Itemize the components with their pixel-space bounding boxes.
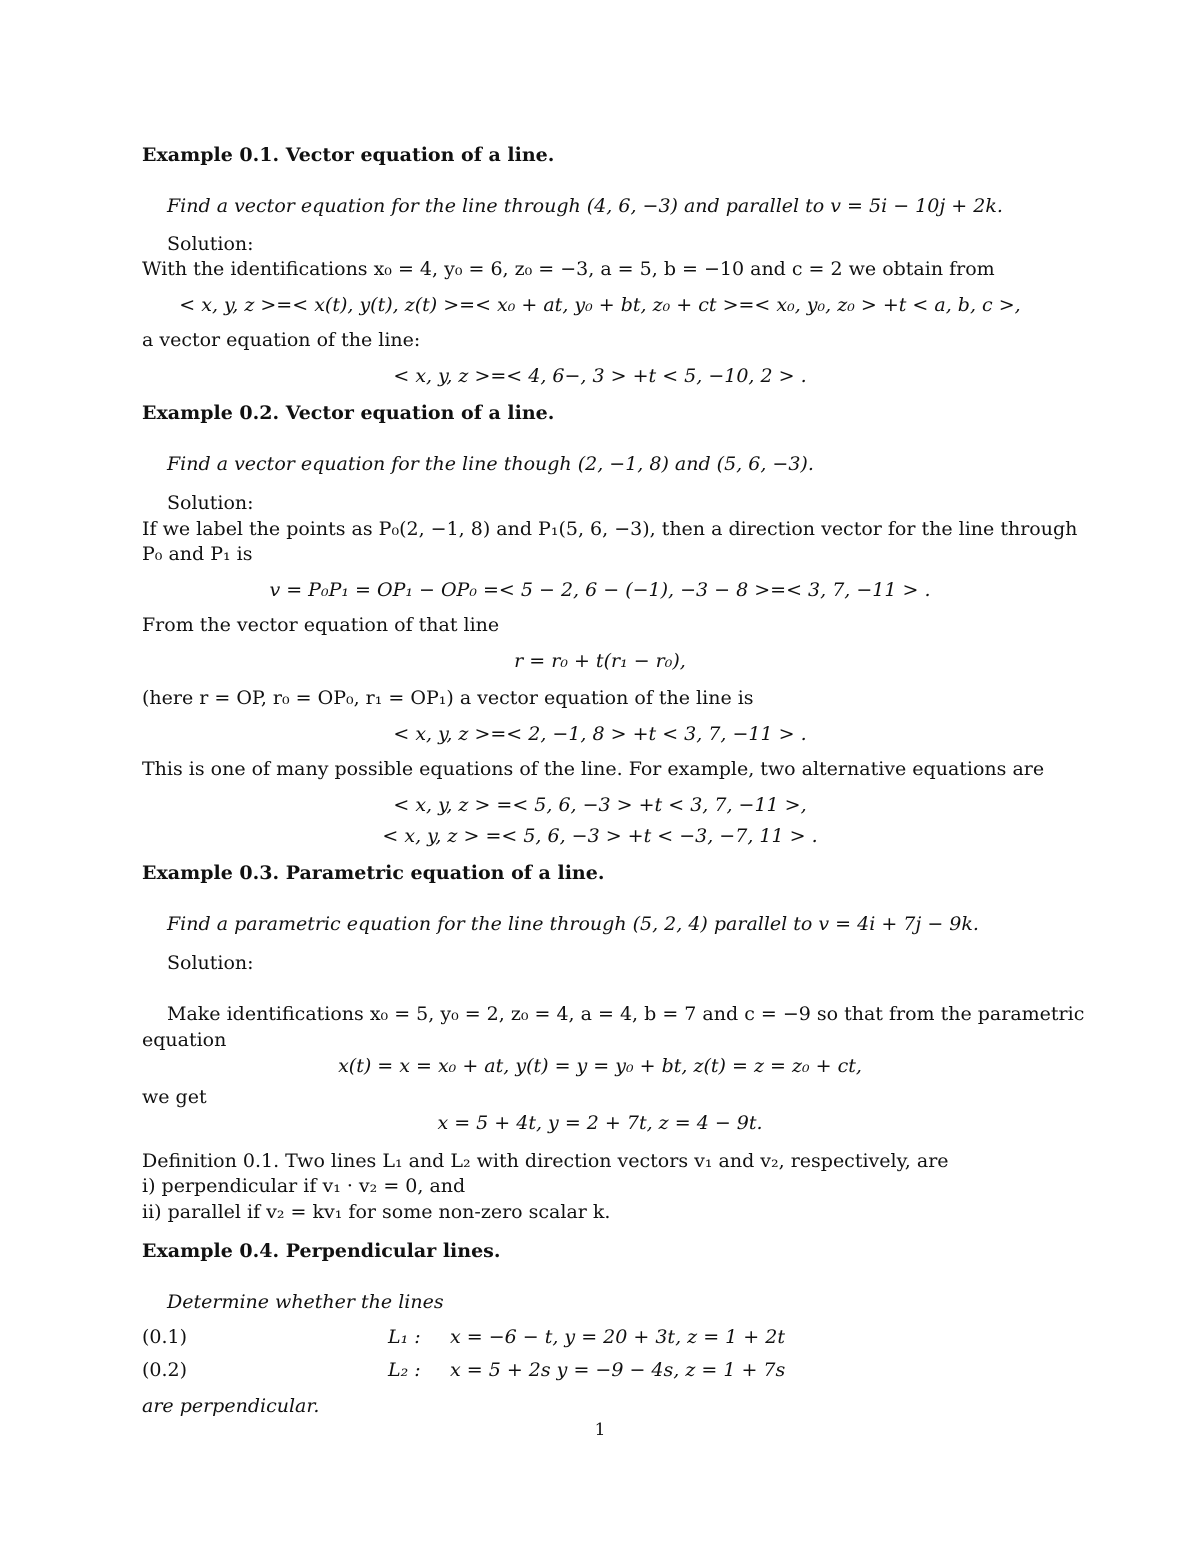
definition-text: i) perpendicular if v₁ · v₂ = 0, and <box>142 1175 466 1197</box>
solution-label: Solution: <box>167 952 254 974</box>
page-number: 1 <box>594 1420 606 1440</box>
body-text: If we label the points as P₀(2, −1, 8) and P₁(5, 6, −3), then a direction vector for the line through <box>142 518 1078 540</box>
display-equation: < x, y, z >=< 4, 6−, 3 > +t < 5, −10, 2 > . <box>393 365 807 387</box>
body-text: a vector equation of the line: <box>142 329 421 351</box>
example-heading: Example 0.1. Vector equation of a line. <box>142 144 555 166</box>
body-text: Make identifications x₀ = 5, y₀ = 2, z₀ = 4, a = 4, b = 7 and c = −9 so that from the parametric <box>167 1003 1085 1025</box>
line-name: L₁ : <box>388 1326 421 1348</box>
body-text: From the vector equation of that line <box>142 614 500 636</box>
display-equation: x(t) = x = x₀ + at, y(t) = y = y₀ + bt, z(t) = z = z₀ + ct, <box>338 1055 862 1077</box>
solution-label: Solution: <box>167 233 254 255</box>
display-equation: x = 5 + 2s y = −9 − 4s, z = 1 + 7s <box>450 1359 786 1381</box>
problem-statement: Determine whether the lines <box>167 1291 444 1313</box>
equation-number: (0.2) <box>142 1359 188 1381</box>
example-heading: Example 0.3. Parametric equation of a line. <box>142 862 605 884</box>
display-equation: x = −6 − t, y = 20 + 3t, z = 1 + 2t <box>450 1326 785 1348</box>
display-equation: < x, y, z >=< x(t), y(t), z(t) >=< x₀ + at, y₀ + bt, z₀ + ct >=< x₀, y₀, z₀ > +t < a, b, c >, <box>179 294 1021 316</box>
example-heading: Example 0.4. Perpendicular lines. <box>142 1240 501 1262</box>
problem-statement: Find a vector equation for the line though (2, −1, 8) and (5, 6, −3). <box>167 453 814 475</box>
display-equation: < x, y, z >=< 2, −1, 8 > +t < 3, 7, −11 > . <box>393 723 807 745</box>
display-equation: v = P₀P₁ = OP₁ − OP₀ =< 5 − 2, 6 − (−1), −3 − 8 >=< 3, 7, −11 > . <box>269 579 931 601</box>
example-heading: Example 0.2. Vector equation of a line. <box>142 402 555 424</box>
line-name: L₂ : <box>388 1359 421 1381</box>
definition-text: Definition 0.1. Two lines L₁ and L₂ with direction vectors v₁ and v₂, respectively, are <box>142 1150 949 1172</box>
display-equation: x = 5 + 4t, y = 2 + 7t, z = 4 − 9t. <box>437 1112 763 1134</box>
equation-number: (0.1) <box>142 1326 188 1348</box>
problem-statement: Find a vector equation for the line through (4, 6, −3) and parallel to v = 5i − 10j + 2k. <box>167 195 1003 217</box>
display-equation: < x, y, z > =< 5, 6, −3 > +t < 3, 7, −11 >, <box>393 794 807 816</box>
body-text: equation <box>142 1029 227 1051</box>
body-text: P₀ and P₁ is <box>142 543 253 565</box>
definition-text: ii) parallel if v₂ = kv₁ for some non-zero scalar k. <box>142 1201 611 1223</box>
problem-statement: Find a parametric equation for the line through (5, 2, 4) parallel to v = 4i + 7j − 9k. <box>167 913 979 935</box>
display-equation: < x, y, z > =< 5, 6, −3 > +t < −3, −7, 11 > . <box>382 825 818 847</box>
solution-label: Solution: <box>167 492 254 514</box>
body-text: With the identifications x₀ = 4, y₀ = 6, z₀ = −3, a = 5, b = −10 and c = 2 we obtain from <box>142 258 995 280</box>
display-equation: r = r₀ + t(r₁ − r₀), <box>514 650 686 672</box>
body-text: This is one of many possible equations of the line. For example, two alternative equations are <box>142 758 1045 780</box>
body-text: (here r = OP, r₀ = OP₀, r₁ = OP₁) a vector equation of the line is <box>142 687 754 709</box>
problem-statement: are perpendicular. <box>142 1395 320 1417</box>
body-text: we get <box>142 1086 207 1108</box>
